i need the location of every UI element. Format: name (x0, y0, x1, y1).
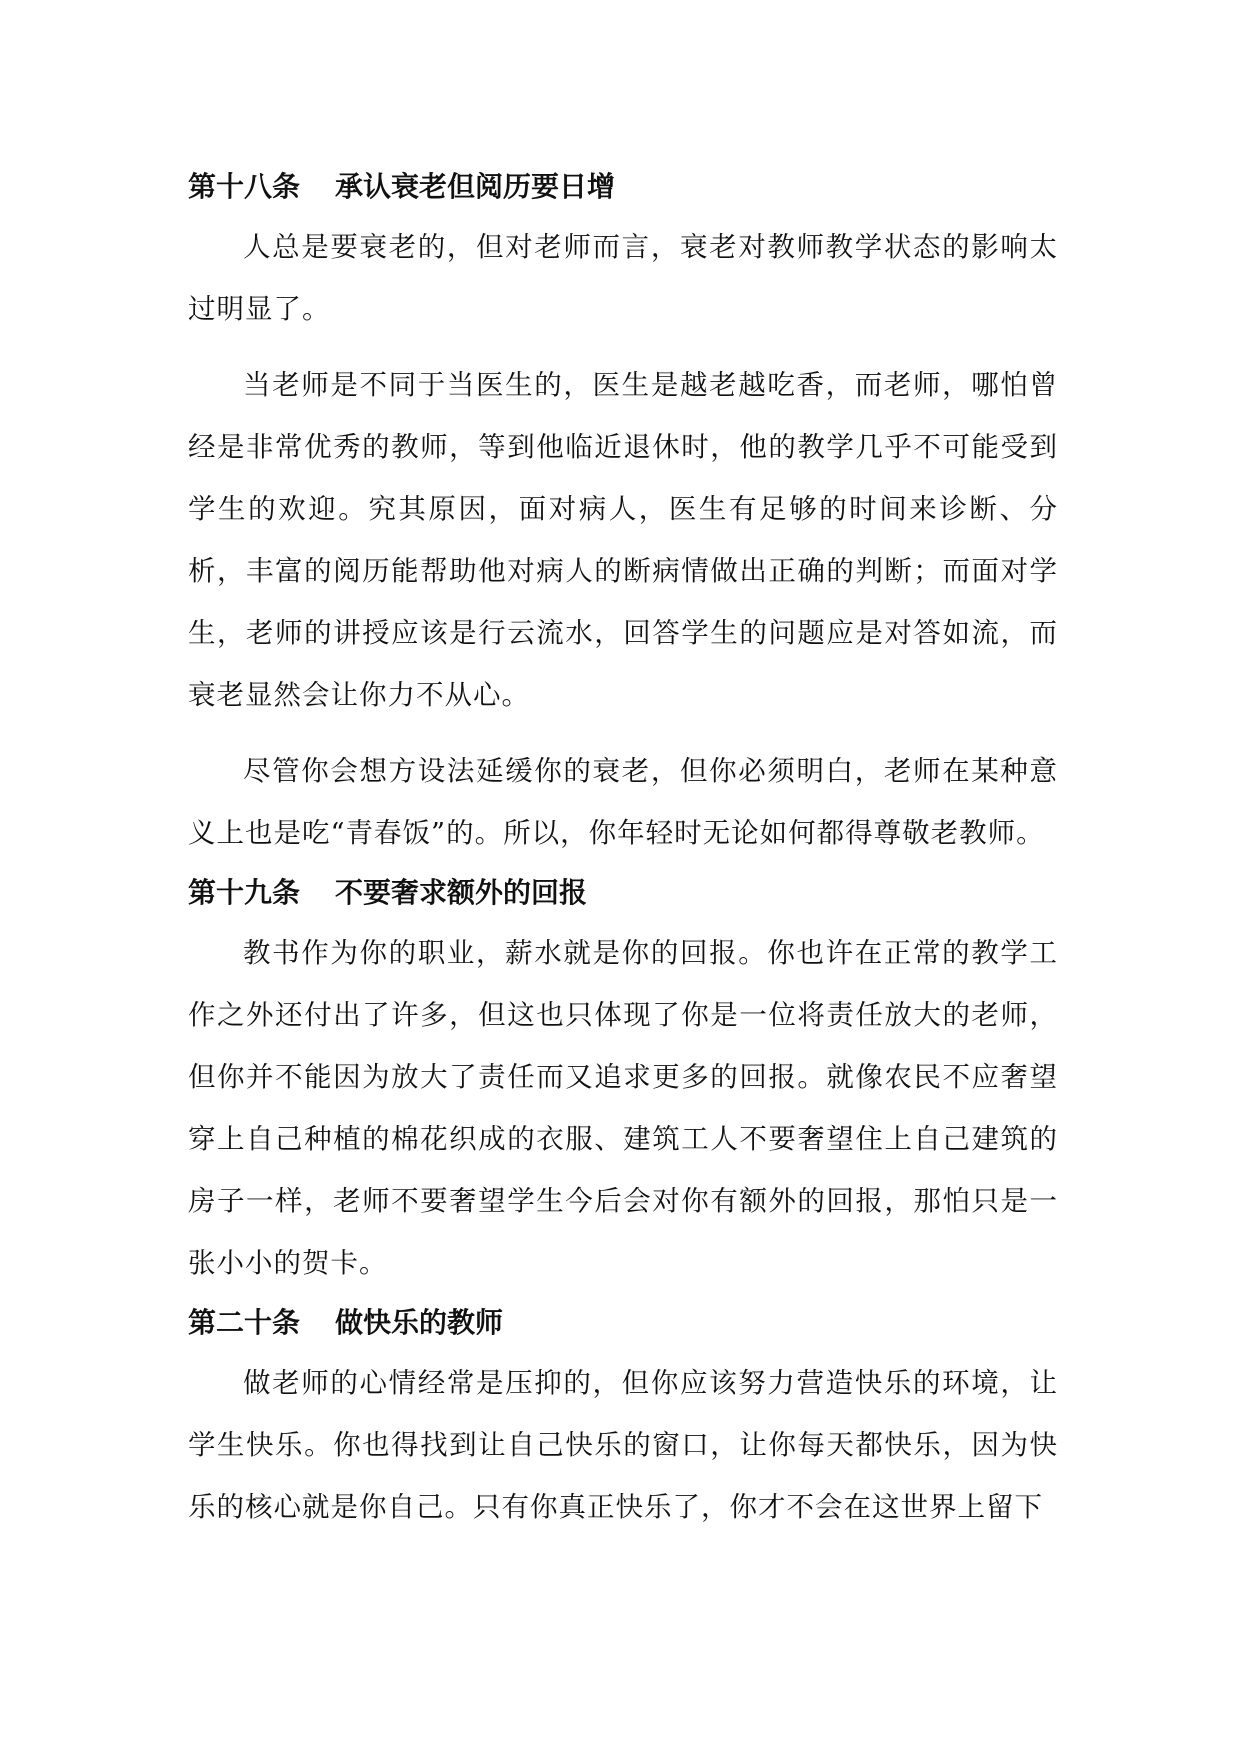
paragraph: 尽管你会想方设法延缓你的衰老，但你必须明白，老师在某种意义上也是吃“青春饭”的。所以，你年轻时无论如何都得尊敬老教师。 (188, 755, 1058, 849)
section-title: 承认衰老但阅历要日增 (335, 170, 616, 203)
paragraph: 当老师是不同于当医生的，医生是越老越吃香，而老师，哪怕曾经是非常优秀的教师，等到他临近退休时，他的教学几乎不可能受到学生的欢迎。究其原因，面对病人，医生有足够的时间来诊断、分析，丰富的阅历能帮助他对病人的断病情做出正确的判断；而面对学生，老师的讲授应该是行云流水，回答学生的问题应是对答如流，而衰老显然会让你力不从心。 (188, 369, 1058, 711)
section-heading (188, 1294, 1058, 1352)
paragraph: 做老师的心情经常是压抑的，但你应该努力营造快乐的环境，让学生快乐。你也得找到让自己快乐的窗口，让你每天都快乐，因为快乐的核心就是你自己。只有你真正快乐了，你才不会在这世界上留下 (188, 1367, 1058, 1523)
section-title: 不要奢求额外的回报 (335, 876, 588, 909)
section-number: 第十九条 (188, 876, 301, 909)
section-heading (188, 864, 1058, 922)
document-body (188, 158, 1058, 1538)
section-19 (188, 864, 1058, 1294)
section-number: 第十八条 (188, 170, 301, 203)
section-number: 第二十条 (188, 1306, 301, 1339)
section-heading (188, 158, 1058, 216)
section-title: 做快乐的教师 (335, 1306, 504, 1339)
paragraph: 教书作为你的职业，薪水就是你的回报。你也许在正常的教学工作之外还付出了许多，但这也只体现了你是一位将责任放大的老师，但你并不能因为放大了责任而又追求更多的回报。就像农民不应奢望穿上自己种植的棉花织成的衣服、建筑工人不要奢望住上自己建筑的房子一样，老师不要奢望学生今后会对你有额外的回报，那怕只是一张小小的贺卡。 (188, 937, 1058, 1279)
section-18 (188, 158, 1058, 864)
paragraph: 人总是要衰老的，但对老师而言，衰老对教师教学状态的影响太过明显了。 (188, 231, 1058, 325)
section-20 (188, 1294, 1058, 1538)
